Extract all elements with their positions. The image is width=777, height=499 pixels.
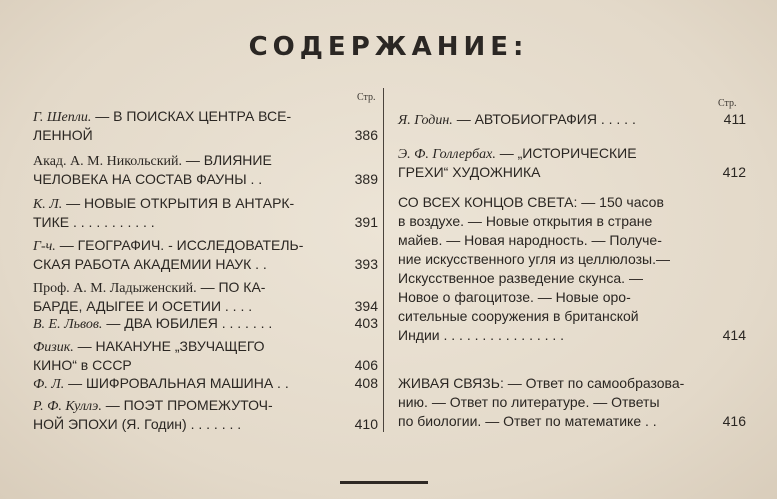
toc-entry xyxy=(398,374,746,431)
toc-entry xyxy=(33,236,378,274)
toc-entry xyxy=(33,337,378,375)
entry-title-line: — ВЛИЯНИЕ xyxy=(185,152,272,168)
entry-title-line: ЧЕЛОВЕКА НА СОСТАВ ФАУНЫ . . xyxy=(33,171,263,187)
entry-title-line: ГРЕХИ“ ХУДОЖНИКА xyxy=(398,164,541,180)
entry-page-number: 406 xyxy=(354,357,378,373)
entry-title-line: БАРДЕ, АДЫГЕЕ И ОСЕТИИ . . . . xyxy=(33,298,253,314)
entry-author: Ф. Л. xyxy=(33,377,65,392)
entry-title-line: — ГЕОГРАФИЧ. - ИССЛЕДОВАТЕЛЬ- xyxy=(59,237,304,253)
page-column-label-left: Стр. xyxy=(357,92,376,103)
page-title: СОДЕРЖАНИЕ: xyxy=(248,32,529,62)
entry-title-line: ЖИВАЯ СВЯЗЬ: — Ответ по самообразова- xyxy=(398,375,685,391)
toc-entry xyxy=(33,374,378,393)
toc-entry xyxy=(398,193,746,345)
entry-author: Проф. А. М. Ладыженский. xyxy=(33,281,197,296)
entry-page-number: 416 xyxy=(722,413,746,429)
entry-author: Г-ч. xyxy=(33,239,56,254)
bottom-rule xyxy=(340,481,428,484)
entry-title-line: СО ВСЕХ КОНЦОВ СВЕТА: — 150 часов xyxy=(398,194,664,210)
entry-page-number: 414 xyxy=(722,327,746,343)
entry-title-line: ЛЕННОЙ xyxy=(33,127,93,143)
entry-title-line: — НОВЫЕ ОТКРЫТИЯ В АНТАРК- xyxy=(66,195,295,211)
entry-title-line: в воздухе. — Новые открытия в стране xyxy=(398,213,653,229)
entry-author: Э. Ф. Голлербах. xyxy=(398,147,496,162)
entry-author: Акад. А. М. Никольский. xyxy=(33,154,182,169)
toc-entry xyxy=(33,194,378,232)
entry-author: К. Л. xyxy=(33,197,63,212)
entry-title-line: майев. — Новая народность. — Получе- xyxy=(398,232,662,248)
entry-page-number: 408 xyxy=(354,375,378,391)
entry-title-line: — НАКАНУНЕ „ЗВУЧАЩЕГО xyxy=(77,338,265,354)
toc-entry xyxy=(33,396,378,434)
entry-title-line: — АВТОБИОГРАФИЯ . . . . . xyxy=(456,111,636,127)
entry-author: В. Е. Львов. xyxy=(33,317,103,332)
toc-entry xyxy=(398,144,746,182)
entry-page-number: 411 xyxy=(723,111,746,127)
entry-title-line: НОЙ ЭПОХИ (Я. Годин) . . . . . . . xyxy=(33,416,242,432)
entry-title-line: Искусственное разведение скунса. — xyxy=(398,270,643,286)
entry-title-line: нию. — Ответ по литературе. — Ответы xyxy=(398,394,660,410)
entry-page-number: 410 xyxy=(354,416,378,432)
entry-page-number: 389 xyxy=(354,171,378,187)
entry-page-number: 393 xyxy=(354,256,378,272)
entry-page-number: 394 xyxy=(354,298,378,314)
entry-title-line: по биологии. — Ответ по математике . . xyxy=(398,413,657,429)
entry-title-line: КИНО“ в СССР xyxy=(33,357,132,373)
entry-author: Я. Годин. xyxy=(398,113,453,128)
entry-title-line: ние искусственного угля из целлюлозы.— xyxy=(398,251,670,267)
entry-author: Р. Ф. Куллэ. xyxy=(33,399,102,414)
entry-page-number: 403 xyxy=(354,315,378,331)
entry-title-line: — ДВА ЮБИЛЕЯ . . . . . . . xyxy=(106,315,273,331)
entry-author: Г. Шепли. xyxy=(33,110,92,125)
entry-title-line: — „ИСТОРИЧЕСКИЕ xyxy=(499,145,637,161)
toc-entry xyxy=(398,110,746,129)
entry-title-line: Индии . . . . . . . . . . . . . . . . xyxy=(398,327,565,343)
page-column-label-right: Стр. xyxy=(718,98,737,109)
entry-author: Физик. xyxy=(33,340,74,355)
toc-entry xyxy=(33,151,378,189)
entry-page-number: 391 xyxy=(354,214,378,230)
column-divider xyxy=(383,88,384,432)
toc-entry xyxy=(33,107,378,145)
entry-title-line: — ПОЭТ ПРОМЕЖУТОЧ- xyxy=(105,397,273,413)
toc-entry xyxy=(33,314,378,333)
entry-title-line: СКАЯ РАБОТА АКАДЕМИИ НАУК . . xyxy=(33,256,267,272)
toc-entry xyxy=(33,278,378,316)
entry-title-line: — ПО КА- xyxy=(200,279,266,295)
entry-title-line: ТИКЕ . . . . . . . . . . . xyxy=(33,214,155,230)
entry-title-line: — В ПОИСКАХ ЦЕНТРА ВСЕ- xyxy=(95,108,292,124)
entry-title-line: сительные сооружения в британской xyxy=(398,308,639,324)
entry-title-line: — ШИФРОВАЛЬНАЯ МАШИНА . . xyxy=(68,375,289,391)
entry-title-line: Новое о фагоцитозе. — Новые оро- xyxy=(398,289,631,305)
entry-page-number: 412 xyxy=(722,164,746,180)
entry-page-number: 386 xyxy=(354,127,378,143)
